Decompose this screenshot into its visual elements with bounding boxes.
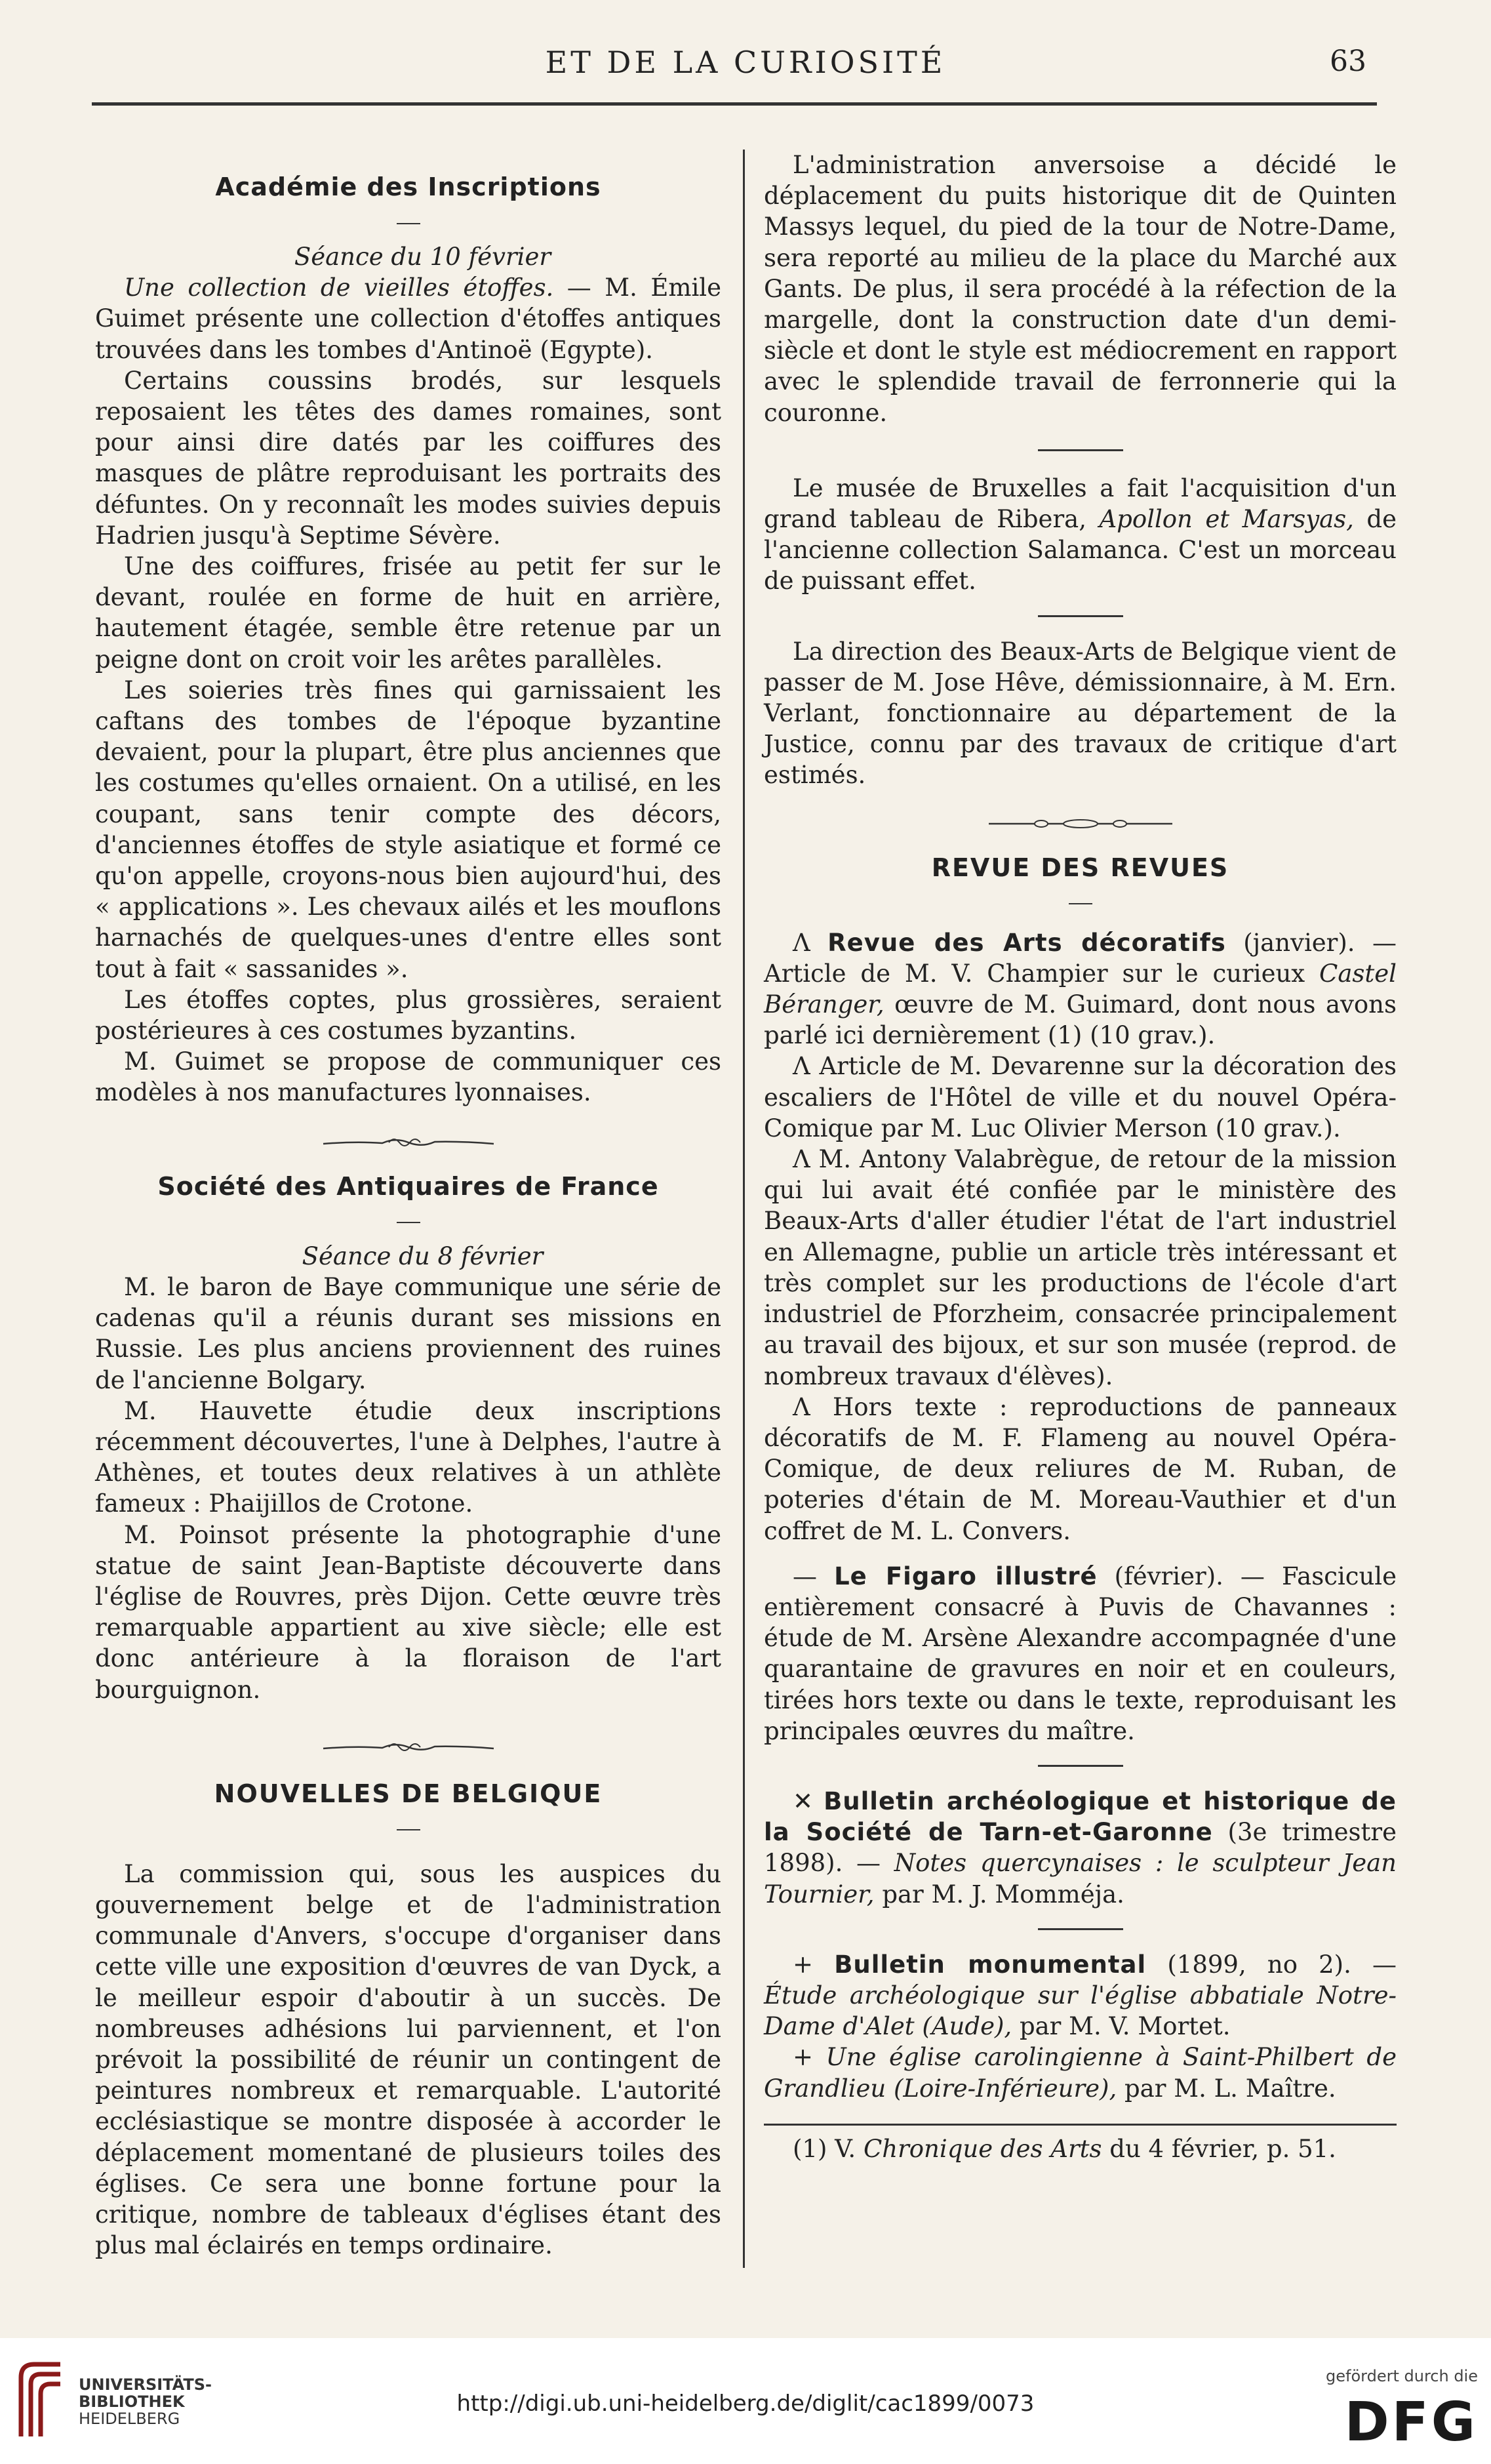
review-entry: Λ Article de M. Devarenne sur la décoration des escaliers de l'Hôtel de ville et du nouvel Opéra-Comique par M. Luc Olivier Merson (10 grav.). <box>764 1052 1397 1142</box>
title-dash <box>95 1208 721 1234</box>
entry-mark: Λ <box>793 1145 810 1174</box>
short-rule <box>764 1750 1397 1782</box>
review-entry: Λ M. Antony Valabrègue, de retour de la mission qui lui avait été confiée par le ministère des Beaux-Arts d'aller étudier l'état de l'art industriel en Allemagne, publie un article très intéressant et très complet sur les productions de l'école d'art industriel de Pforzheim, consacrée principalement au travail des bijoux, et sur son musée (reprod. de nombreux travaux d'élèves). <box>764 1145 1397 1390</box>
entry-mark: + <box>793 2043 814 2072</box>
article-title: Une collection de vieilles étoffes. <box>124 273 554 302</box>
column-divider <box>743 150 745 2268</box>
footnote: (1) V. Chronique des Arts du 4 février, p. 51. <box>793 2134 1336 2163</box>
paragraph: Une collection de vieilles étoffes. — M. Émile Guimet présente une collection d'étoffes antiques trouvées dans les tombes d'Antinoë (Egypte). <box>95 273 722 364</box>
footnote-rule <box>764 2124 1397 2133</box>
ornament-divider <box>95 1123 721 1162</box>
paragraph: Une des coiffures, frisée au petit fer sur le devant, roulée en forme de huit en arrière, hautement étagée, semble être retenue par un peigne dont on croit voir les arêtes parallèles. <box>95 552 721 674</box>
dfg-logo: DFG <box>1344 2391 1478 2454</box>
chain-ornament <box>982 817 1179 830</box>
ornament-divider <box>95 1727 721 1767</box>
title-dash <box>95 1815 721 1842</box>
review-entry: + Bulletin monumental (1899, no 2). — Étude archéologique sur l'église abbatiale Notre-Dame d'Alet (Aude), par M. V. Mortet. <box>764 1950 1397 2041</box>
running-title: ET DE LA CURIOSITÉ <box>545 45 946 80</box>
paragraph: M. Hauvette étudie deux inscriptions récemment découvertes, l'une à Delphes, l'autre à Athènes, et toutes deux relatives à un athlète fameux : Phaijillos de Crotone. <box>95 1396 721 1518</box>
library-name: UNIVERSITÄTS- BIBLIOTHEK HEIDELBERG <box>79 2375 212 2428</box>
section-title-academie: Académie des Inscriptions <box>215 172 601 201</box>
entry-mark: + <box>793 1950 814 1979</box>
paragraph: La direction des Beaux-Arts de Belgique vient de passer de M. Jose Hêve, démissionnaire, à M. Ern. Verlant, fonctionnaire au département de la Justice, connu par des travaux de critique d'art estimés. <box>764 637 1397 790</box>
seance-date: Séance du 8 février <box>302 1242 544 1270</box>
flourish-ornament <box>317 1135 500 1150</box>
paragraph: L'administration anversoise a décidé le déplacement du puits historique dit de Quinten Massys lequel, du pied de la tour de Notre-Dame, sera reporté au milieu de la place du Marché aux Gants. De plus, il sera procédé à la réfection de la margelle, dont la construction date d'un demi-siècle et dont le style est médiocrement en rapport avec le splendide travail de ferronnerie qui la couronne. <box>764 151 1397 427</box>
paragraph: Certains coussins brodés, sur lesquels reposaient les têtes des dames romaines, sont pour ainsi dire datés par les coiffures des masques de plâtre reproduisant les portraits des défuntes. On y reconnaît les modes suivies depuis Hadrien jusqu'à Septime Sévère. <box>95 366 721 550</box>
entry-mark: Λ <box>793 1392 810 1421</box>
source-url-link[interactable]: http://digi.ub.uni-heidelberg.de/diglit/cac1899/0073 <box>456 2391 1035 2417</box>
section-title-antiquaires: Société des Antiquaires de France <box>157 1171 659 1201</box>
paragraph: M. Guimet se propose de communiquer ces modèles à nos manufactures lyonnaises. <box>95 1047 721 1107</box>
entry-mark: Λ <box>793 1052 810 1081</box>
paragraph: M. le baron de Baye communique une série de cadenas qu'il a réunis durant ses missions en Russie. Les plus anciens proviennent des ruines de l'ancienne Bolgary. <box>95 1272 721 1394</box>
page-number: 63 <box>1330 45 1366 78</box>
entry-mark: Λ <box>793 928 810 957</box>
left-column <box>95 150 721 2261</box>
short-rule <box>764 601 1397 632</box>
seance-date: Séance du 10 février <box>294 243 551 271</box>
review-entry: ✕ Bulletin archéologique et historique de la Société de Tarn-et-Garonne (3e trimestre 1898). — Notes quercynaises : le sculpteur Jean Tournier, par M. J. Momméja. <box>764 1787 1397 1909</box>
right-column <box>764 150 1397 2164</box>
paragraph: Les soieries très fines qui garnissaient les caftans des tombes de l'époque byzantine devaient, pour la plupart, être plus anciennes que les costumes qu'elles ornaient. On a utilisé, en les coupant, sans tenir compte des décors, d'anciennes étoffes de style asiatique et formé ce qu'on appelle, croyons-nous bien aujourd'hui, des « applications ». Les chevaux ailés et les mouflons harnachés de quelques-unes d'entre elles sont tout à fait « sassanides ». <box>95 676 721 983</box>
footer-bar <box>0 2338 1491 2464</box>
flourish-ornament <box>317 1739 500 1755</box>
section-title-belgique: NOUVELLES DE BELGIQUE <box>214 1779 603 1808</box>
funding-caption: gefördert durch die <box>1326 2367 1478 2385</box>
title-dash <box>95 209 721 235</box>
review-entry: — Le Figaro illustré (février). — Fascicule entièrement consacré à Puvis de Chavannes : étude de M. Arsène Alexandre accompagnée d'une quarantaine de gravures en noir et en couleurs, tirées hors texte ou dans le texte, reproduisant les principales œuvres du maître. <box>764 1562 1397 1745</box>
ornament-divider <box>764 804 1397 843</box>
short-rule <box>764 1914 1397 1945</box>
paragraph: Le musée de Bruxelles a fait l'acquisition d'un grand tableau de Ribera, Apollon et Marsyas, de l'ancienne collection Salamanca. C'est un morceau de puissant effet. <box>764 474 1397 596</box>
paragraph: M. Poinsot présente la photographie d'une statue de saint Jean-Baptiste découverte dans l'église de Rouvres, près Dijon. Cette œuvre très remarquable appartient au xive siècle; elle est donc antérieure à la floraison de l'art bourguignon. <box>95 1520 721 1704</box>
entry-mark: ✕ <box>793 1787 814 1815</box>
review-entry: + Une église carolingienne à Saint-Philbert de Grandlieu (Loire-Inférieure), par M. L. Maître. <box>764 2043 1397 2103</box>
review-entry: Λ Revue des Arts décoratifs (janvier). — Article de M. V. Champier sur le curieux Castel Béranger, œuvre de M. Guimard, dont nous avons parlé ici dernièrement (1) (10 grav.). <box>764 928 1397 1050</box>
header-rule <box>92 102 1377 106</box>
section-title-revue: REVUE DES REVUES <box>931 853 1229 882</box>
title-dash <box>764 889 1397 916</box>
paragraph: La commission qui, sous les auspices du gouvernement belge et de l'administration communale d'Anvers, s'occupe d'organiser dans cette ville une exposition d'œuvres de van Dyck, a le meilleur espoir d'aboutir à un succès. De nombreuses adhésions lui parviennent, et l'on prévoit la possibilité de réunir un contingent de peintures nombreux et remarquable. L'autorité ecclésiastique se montre disposée à accorder le déplacement momentané de plusieurs toiles des églises. Ce sera une bonne fortune pour la critique, nombre de tableaux d'églises étant des plus mal éclairés en temps ordinaire. <box>95 1859 721 2260</box>
paragraph: Les étoffes coptes, plus grossières, seraient postérieures à ces costumes byzantins. <box>95 985 721 1045</box>
short-rule <box>764 435 1397 466</box>
review-entry: Λ Hors texte : reproductions de panneaux décoratifs de M. F. Flameng au nouvel Opéra-Comique, de deux reliures de M. Ruban, de poteries d'étain de M. Moreau-Vauthier et d'un coffret de M. L. Convers. <box>764 1392 1397 1545</box>
